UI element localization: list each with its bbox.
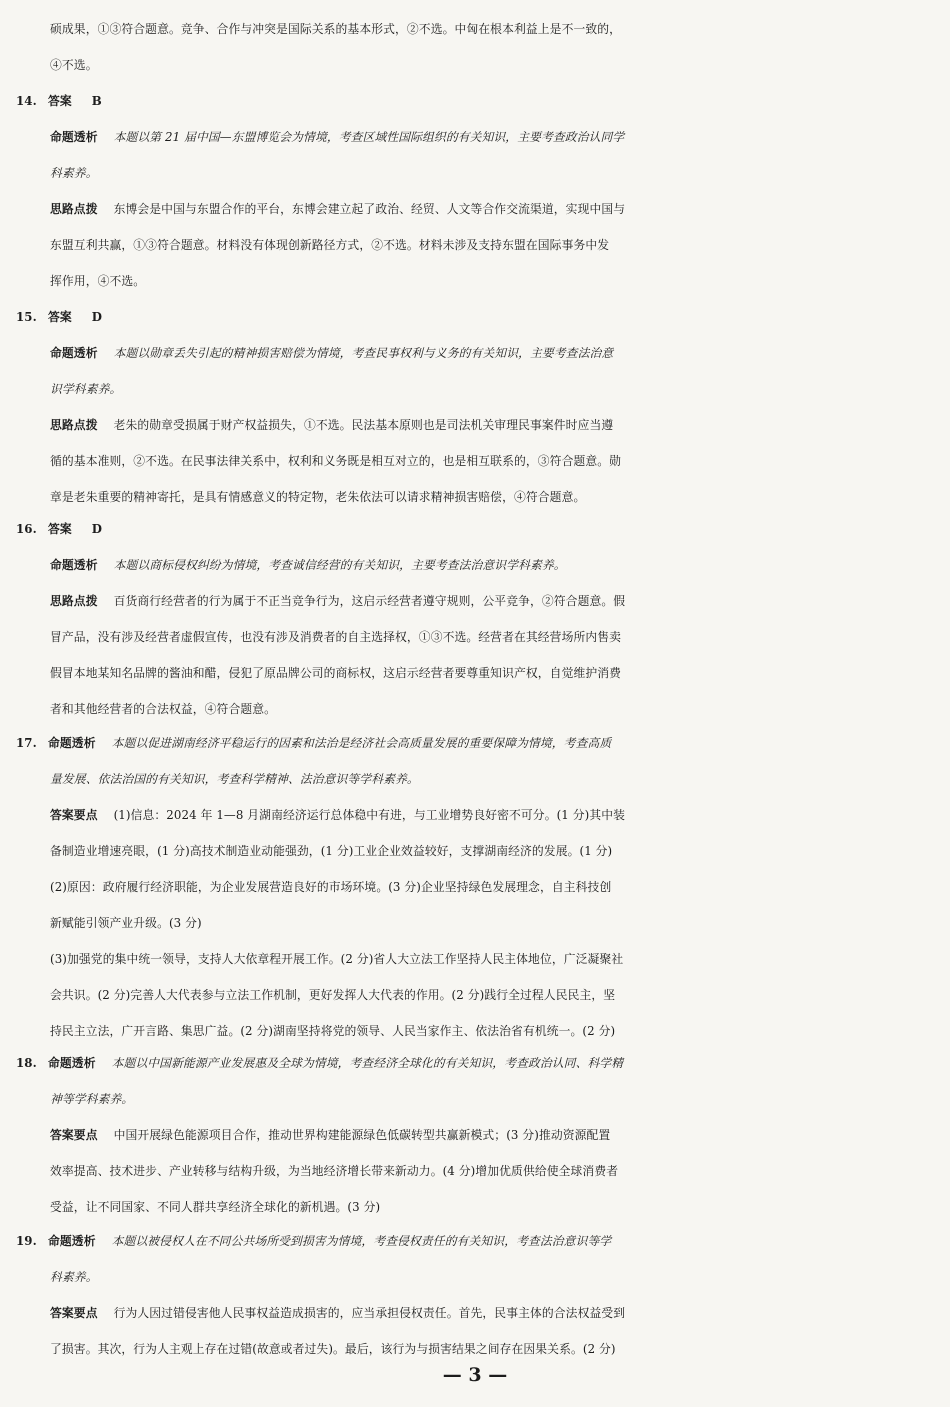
q16-answer-label: 答案: [48, 522, 72, 536]
q19-key-line-1: [50, 1296, 950, 1332]
q15-hint-line-1: [50, 408, 950, 444]
q14-analysis-line-2: 科素养。: [50, 166, 98, 180]
q15-analysis-label: 命题透析: [50, 346, 98, 360]
q17-key-line-2: 备制造业增速亮眼，(1 分)高技术制造业动能强劲，(1 分)工业企业效益较好，支撑湖南经济的发展。(1 分): [50, 844, 613, 858]
q16-analysis-text: 本题以商标侵权纠纷为情境，考查诚信经营的有关知识，主要考查法治意识学科素养。: [113, 558, 566, 572]
q18-analysis-text: 本题以中国新能源产业发展惠及全球为情境，考查经济全球化的有关知识，考查政治认同、科学精: [111, 1056, 624, 1070]
q19-analysis-text: 本题以被侵权人在不同公共场所受到损害为情境，考查侵权责任的有关知识，考查法治意识等学: [111, 1234, 612, 1248]
q15-hint-line-3: 章是老朱重要的精神寄托，是具有情感意义的特定物，老朱依法可以请求精神损害赔偿，④符合题意。: [50, 490, 586, 504]
q17-analysis-line-2: 量发展、依法治国的有关知识，考查科学精神、法治意识等学科素养。: [50, 772, 419, 786]
q14-answer: B: [91, 94, 102, 108]
q17-key-line-3: (2)原因：政府履行经济职能，为企业发展营造良好的市场环境。(3 分)企业坚持绿色发展理念，自主科技创: [50, 880, 612, 894]
q16-analysis-label: 命题透析: [50, 558, 98, 572]
q14-hint-text: 东博会是中国与东盟合作的平台，东博会建立起了政治、经贸、人文等合作交流渠道，实现中国与: [113, 202, 626, 216]
q15-number: 15.: [16, 310, 37, 324]
q18-analysis-label: 命题透析: [48, 1056, 96, 1070]
q15-answer: D: [91, 310, 103, 324]
q17-key-label: 答案要点: [50, 808, 98, 822]
q15-hint-text: 老朱的勋章受损属于财产权益损失，①不选。民法基本原则也是司法机关审理民事案件时应当遵: [113, 418, 614, 432]
q18-key-line-1: [50, 1118, 950, 1154]
q18-key-line-2: 效率提高、技术进步、产业转移与结构升级，为当地经济增长带来新动力。(4 分)增加优质供给使全球消费者: [50, 1164, 619, 1178]
q17-key-line-6: 会共识。(2 分)完善人大代表参与立法工作机制，更好发挥人大代表的作用。(2 分)践行全过程人民民主，坚: [50, 988, 616, 1002]
q16-hint-label: 思路点拨: [50, 594, 98, 608]
q16-answer: D: [91, 522, 103, 536]
q19-key-line-2: 了损害。其次，行为人主观上存在过错(故意或者过失)。最后，该行为与损害结果之间存在因果关系。(2 分): [50, 1342, 616, 1356]
q15-analysis-text: 本题以勋章丢失引起的精神损害赔偿为情境，考查民事权利与义务的有关知识，主要考查法治意: [113, 346, 614, 360]
q15-hint-line-2: 循的基本准则，②不选。在民事法律关系中，权利和义务既是相互对立的，也是相互联系的，③符合题意。勋: [50, 454, 622, 468]
q18-key-text: 中国开展绿色能源项目合作，推动世界构建能源绿色低碳转型共赢新模式；(3 分)推动资源配置: [113, 1128, 611, 1142]
q16-hint-line-2: 冒产品，没有涉及经营者虚假宣传，也没有涉及消费者的自主选择权，①③不选。经营者在其经营场所内售卖: [50, 630, 622, 644]
q15-answer-label: 答案: [48, 310, 72, 324]
q17-key-line-1: [50, 798, 950, 834]
q14-hint-label: 思路点拨: [50, 202, 98, 216]
q14-hint-line-3: 挥作用，④不选。: [50, 274, 146, 288]
q19-key-text: 行为人因过错侵害他人民事权益造成损害的，应当承担侵权责任。首先，民事主体的合法权益受到: [113, 1306, 626, 1320]
q16-analysis-line-1: [50, 548, 950, 584]
q17-key-line-7: 持民主立法，广开言路、集思广益。(2 分)湖南坚持将党的领导、人民当家作主、依法治省有机统一。(2 分): [50, 1024, 616, 1038]
q18-key-label: 答案要点: [50, 1128, 98, 1142]
q16-hint-text: 百货商行经营者的行为属于不正当竞争行为，这启示经营者遵守规则，公平竞争，②符合题意。假: [113, 594, 626, 608]
page-number: — 3 —: [442, 1364, 508, 1386]
q18-analysis-line-2: 神等学科素养。: [50, 1092, 134, 1106]
q16-hint-line-1: [50, 584, 950, 620]
q15-analysis-line-2: 识学科素养。: [50, 382, 122, 396]
q16-hint-line-4: 者和其他经营者的合法权益，④符合题意。: [50, 702, 277, 716]
q14-hint-line-2: 东盟互利共赢，①③符合题意。材料没有体现创新路径方式，②不选。材料未涉及支持东盟在国际事务中发: [50, 238, 610, 252]
q17-analysis-label: 命题透析: [48, 736, 96, 750]
q14-analysis-line-1: [50, 120, 950, 156]
q19-analysis-label: 命题透析: [48, 1234, 96, 1248]
q16-number: 16.: [16, 522, 37, 536]
q13-continuation-line-2: ④不选。: [50, 58, 98, 72]
q19-analysis-line-2: 科素养。: [50, 1270, 98, 1284]
q18-key-line-3: 受益，让不同国家、不同人群共享经济全球化的新机遇。(3 分): [50, 1200, 381, 1214]
q19-key-label: 答案要点: [50, 1306, 98, 1320]
q14-number: 14.: [16, 94, 37, 108]
q19-number: 19.: [16, 1234, 37, 1248]
q14-hint-line-1: [50, 192, 950, 228]
q17-analysis-text: 本题以促进湖南经济平稳运行的因素和法治是经济社会高质量发展的重要保障为情境，考查高质: [111, 736, 612, 750]
q17-key-line-4: 新赋能引领产业升级。(3 分): [50, 916, 202, 930]
q15-hint-label: 思路点拨: [50, 418, 98, 432]
q14-answer-label: 答案: [48, 94, 72, 108]
q13-continuation-line-1: 硕成果，①③符合题意。竞争、合作与冲突是国际关系的基本形式，②不选。中匈在根本利益上是不一致的，: [50, 22, 622, 36]
q17-number: 17.: [16, 736, 37, 750]
q14-analysis-text: 本题以第 21 届中国—东盟博览会为情境，考查区域性国际组织的有关知识，主要考查政治认同学: [113, 130, 625, 144]
q17-key-text: (1)信息：2024 年 1—8 月湖南经济运行总体稳中有进，与工业增势良好密不可分。(1 分)其中装: [113, 808, 626, 822]
q18-number: 18.: [16, 1056, 37, 1070]
q16-hint-line-3: 假冒本地某知名品牌的酱油和醋，侵犯了原品牌公司的商标权，这启示经营者要尊重知识产权，自觉维护消费: [50, 666, 622, 680]
q15-analysis-line-1: [50, 336, 950, 372]
q14-analysis-label: 命题透析: [50, 130, 98, 144]
q17-key-line-5: (3)加强党的集中统一领导，支持人大依章程开展工作。(2 分)省人大立法工作坚持人民主体地位，广泛凝聚社: [50, 952, 624, 966]
